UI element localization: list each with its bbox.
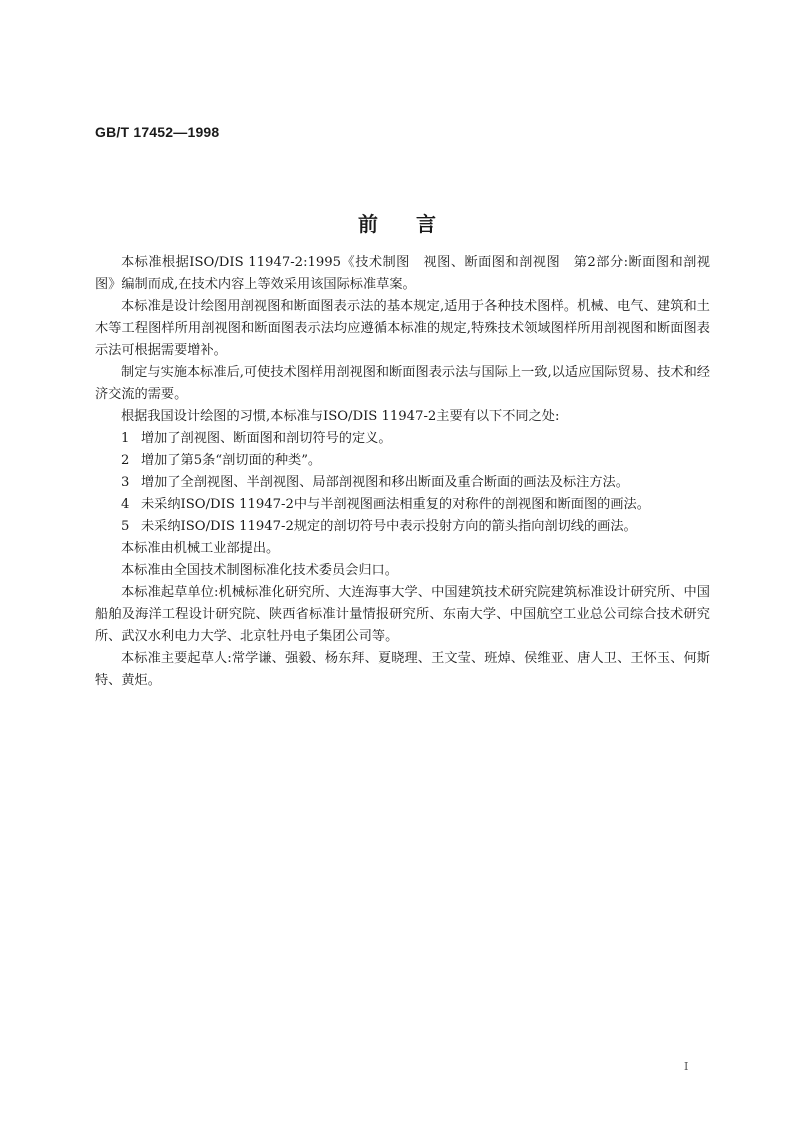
paragraph-committee: 本标准由全国技术制图标准化技术委员会归口。	[121, 563, 398, 578]
list-item	[95, 428, 710, 450]
paragraph-differences-intro: 根据我国设计绘图的习惯,本标准与ISO/DIS 11947-2主要有以下不同之处:	[121, 409, 560, 424]
list-item	[95, 494, 710, 516]
page-title: 前言	[358, 212, 474, 236]
paragraph-proposer: 本标准由机械工业部提出。	[121, 541, 280, 556]
paragraph-drafting-units: 本标准起草单位:机械标准化研究所、大连海事大学、中国建筑技术研究院建筑标准设计研究所、中国船舶及海洋工程设计研究院、陕西省标准计量情报研究所、东南大学、中国航空工业总公司综合技术研究所、武汉水利电力大学、北京牡丹电子集团公司等。	[95, 585, 710, 644]
list-item-number: 2	[121, 453, 130, 468]
paragraph-scope: 本标准是设计绘图用剖视图和断面图表示法的基本规定,适用于各种技术图样。机械、电气、建筑和土木等工程图样所用剖视图和断面图表示法均应遵循本标准的规定,特殊技术领域图样所用剖视图和断面图表示法可根据需要增补。	[95, 299, 710, 358]
list-item-number: 4	[121, 497, 130, 512]
page-number: I	[684, 1060, 689, 1073]
list-item	[95, 472, 710, 494]
list-item-text: 未采纳ISO/DIS 11947-2规定的剖切符号中表示投射方向的箭头指向剖切线的画法。	[141, 519, 637, 534]
list-item	[95, 450, 710, 472]
list-item-number: 5	[121, 519, 130, 534]
standard-code: GB/T 17452—1998	[95, 124, 220, 140]
paragraph-basis: 本标准根据ISO/DIS 11947-2:1995《技术制图 视图、断面图和剖视图 第2部分:断面图和剖视图》编制而成,在技术内容上等效采用该国际标准草案。	[95, 255, 710, 292]
list-item-text: 增加了全剖视图、半剖视图、局部剖视图和移出断面及重合断面的画法及标注方法。	[141, 475, 629, 490]
list-item-text: 增加了剖视图、断面图和剖切符号的定义。	[141, 431, 392, 446]
list-item-text: 未采纳ISO/DIS 11947-2中与半剖视图画法相重复的对称件的剖视图和断面图的画法。	[141, 497, 650, 512]
list-item	[95, 516, 710, 538]
paragraph-drafters: 本标准主要起草人:常学谦、强毅、杨东拜、夏晓理、王文莹、班焯、侯维亚、唐人卫、王怀玉、何斯特、黄炬。	[95, 651, 710, 688]
list-item-text: 增加了第5条“剖切面的种类”。	[141, 453, 322, 468]
document-body	[95, 252, 710, 692]
list-item-number: 1	[121, 431, 130, 446]
list-item-number: 3	[121, 475, 130, 490]
paragraph-purpose: 制定与实施本标准后,可使技术图样用剖视图和断面图表示法与国际上一致,以适应国际贸易、技术和经济交流的需要。	[95, 365, 710, 402]
